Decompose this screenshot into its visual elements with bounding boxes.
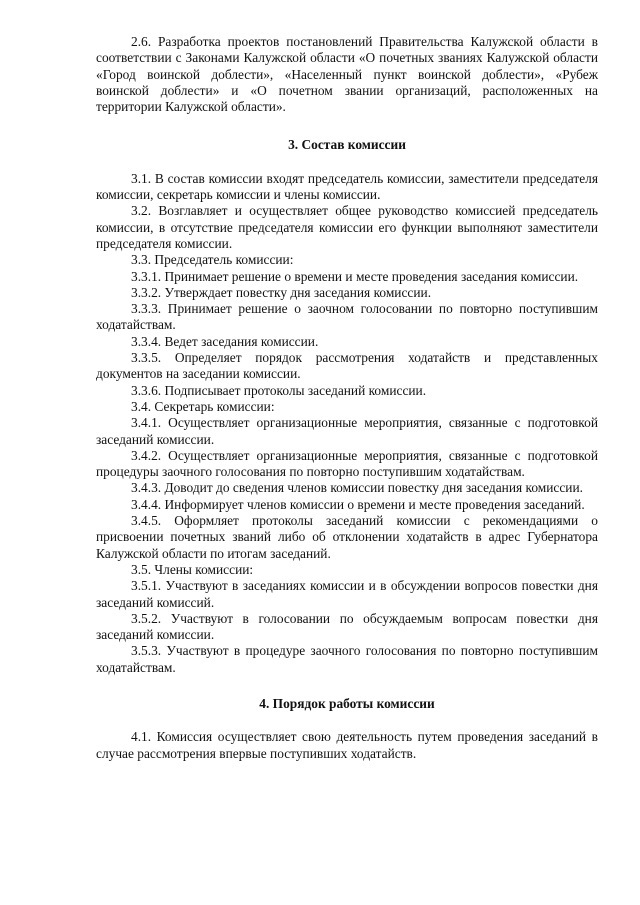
- paragraph-3-4-3: 3.4.3. Доводит до сведения членов комиссии повестку дня заседания комиссии.: [131, 480, 583, 496]
- paragraph-3-4-5: 3.4.5. Оформляет протоколы заседаний комиссии с рекомендациями о присвоении почетных званий либо об отклонении ходатайств в адрес Губернатора Калужской области по итогам заседаний.: [96, 513, 598, 561]
- section-3-heading: 3. Состав комиссии: [288, 137, 406, 153]
- paragraph-3-3-2: 3.3.2. Утверждает повестку дня заседания комиссии.: [131, 284, 432, 300]
- paragraph-3-3-3: 3.3.3. Принимает решение о заочном голосовании по повторно поступившим ходатайствам.: [96, 301, 598, 333]
- paragraph-3-3-5: 3.3.5. Определяет порядок рассмотрения ходатайств и представленных документов на заседании комиссии.: [96, 350, 598, 382]
- paragraph-3-5: 3.5. Члены комиссии:: [131, 561, 254, 577]
- paragraph-3-1: 3.1. В состав комиссии входят председатель комиссии, заместители председателя комиссии, секретарь комиссии и члены комиссии.: [96, 170, 598, 203]
- paragraph-3-4: 3.4. Секретарь комиссии:: [131, 398, 275, 414]
- paragraph-3-3-6: 3.3.6. Подписывает протоколы заседаний комиссии.: [131, 382, 427, 398]
- paragraph-3-3-4: 3.3.4. Ведет заседания комиссии.: [131, 333, 319, 349]
- section-4-body: [96, 729, 598, 762]
- paragraph-3-5-2: 3.5.2. Участвуют в голосовании по обсуждаемым вопросам повестки дня заседаний комиссии.: [96, 610, 598, 643]
- section-4-heading: 4. Порядок работы комиссии: [259, 695, 435, 711]
- paragraph-3-4-4: 3.4.4. Информирует членов комиссии о времени и месте проведения заседаний.: [131, 496, 585, 512]
- paragraph-3-4-1: 3.4.1. Осуществляет организационные мероприятия, связанные с подготовкой заседаний комиссии.: [96, 415, 598, 447]
- section-3-body: [96, 171, 598, 676]
- paragraph-3-5-1: 3.5.1. Участвуют в заседаниях комиссии и в обсуждении вопросов повестки дня заседаний комиссий.: [96, 578, 598, 610]
- paragraph-3-4-2: 3.4.2. Осуществляет организационные мероприятия, связанные с подготовкой процедуры заочного голосования по повторно поступившим ходатайствам.: [96, 447, 598, 480]
- paragraph-3-3: 3.3. Председатель комиссии:: [131, 252, 294, 268]
- paragraph-3-2: 3.2. Возглавляет и осуществляет общее руководство комиссией председатель комиссии, в отсутствие председателя комиссии его функции выполняют заместители председателя комиссии.: [96, 203, 598, 251]
- paragraph-2-6: 2.6. Разработка проектов постановлений Правительства Калужской области в соответствии с Законами Калужской области «О почетных званиях Калужской области «Город воинской доблести», «Населенный пункт воинской доблести», «Рубеж воинской доблести» и «О почетном звании организаций, расположенных на территории Калужской области».: [96, 34, 598, 115]
- paragraph-3-5-3: 3.5.3. Участвуют в процедуре заочного голосования по повторно поступившим ходатайствам.: [96, 643, 598, 675]
- paragraph-4-1: 4.1. Комиссия осуществляет свою деятельность путем проведения заседаний в случае рассмотрения впервые поступивших ходатайств.: [96, 729, 598, 761]
- paragraph-3-3-1: 3.3.1. Принимает решение о времени и месте проведения заседания комиссии.: [131, 268, 579, 284]
